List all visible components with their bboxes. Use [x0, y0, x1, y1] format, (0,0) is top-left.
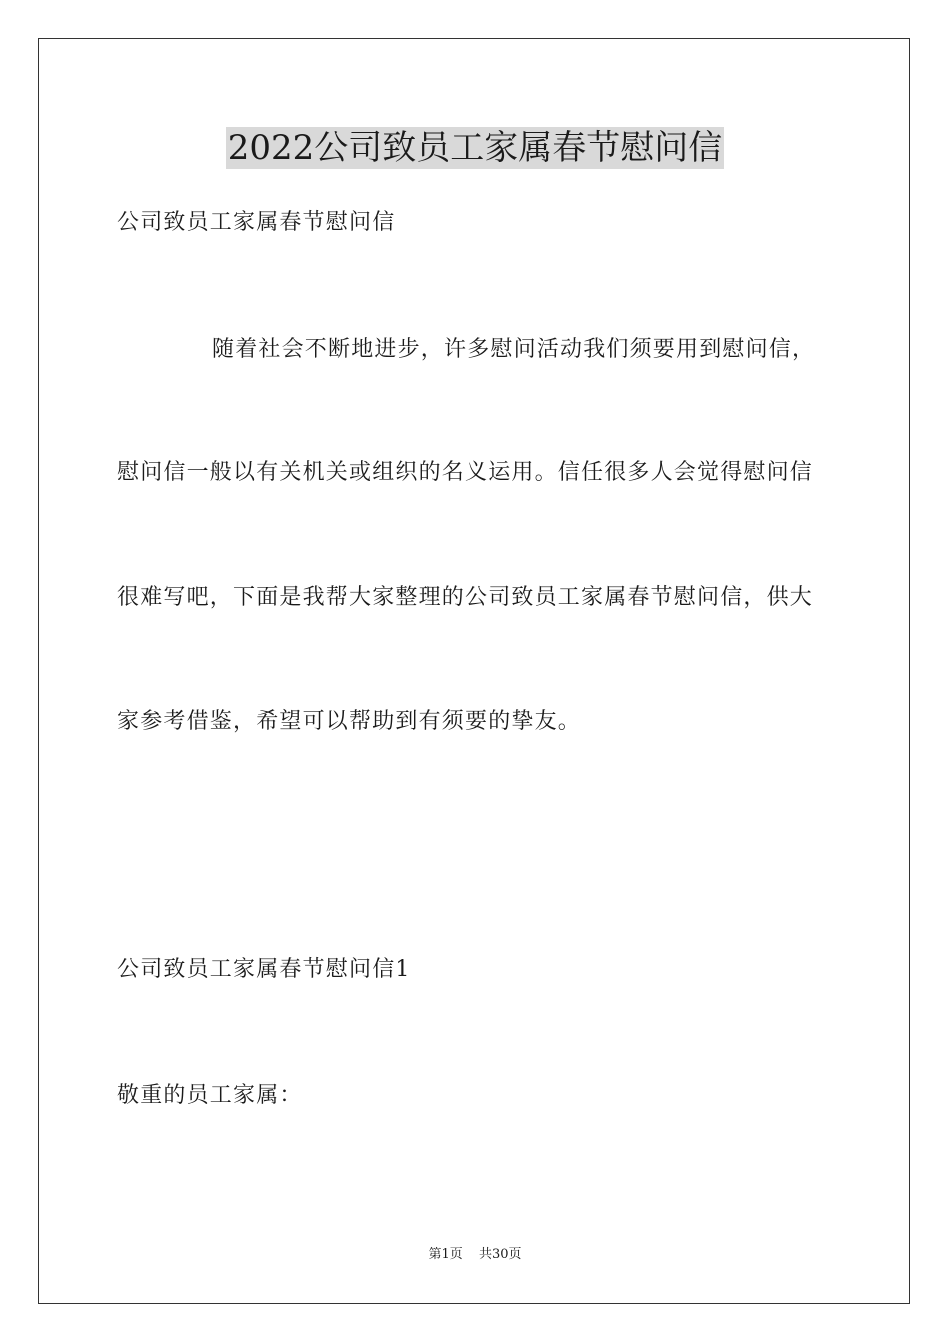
intro-line-1: 随着社会不断地进步，许多慰问活动我们须要用到慰问信，	[212, 337, 816, 362]
intro-line-4: 家参考借鉴，希望可以帮助到有须要的挚友。	[117, 709, 582, 734]
salutation: 敬重的员工家属：	[117, 1083, 303, 1108]
section-heading: 公司致员工家属春节慰问信1	[117, 957, 411, 982]
page-number-total: 共30页	[478, 1247, 522, 1262]
intro-line-3: 很难写吧，下面是我帮大家整理的公司致员工家属春节慰问信，供大	[117, 585, 814, 610]
page-number-current: 第1页	[428, 1247, 463, 1262]
intro-line-2: 慰问信一般以有关机关或组织的名义运用。信任很多人会觉得慰问信	[117, 460, 814, 485]
document-subtitle: 公司致员工家属春节慰问信	[117, 210, 396, 235]
title-container	[0, 127, 950, 169]
page-footer	[0, 1246, 950, 1264]
document-title: 2022公司致员工家属春节慰问信	[227, 128, 723, 168]
